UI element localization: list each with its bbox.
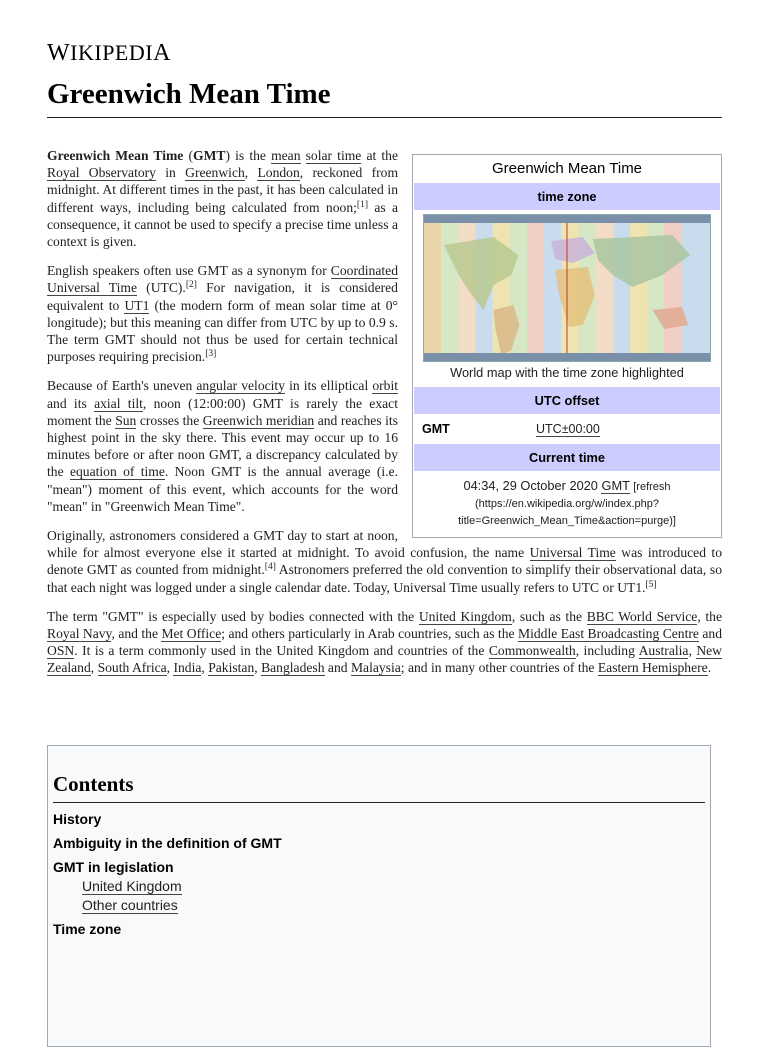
paragraph-usage: The term "GMT" is especially used by bodies connected with the United Kingdom, such as the BBC World Service, the Royal Navy, and the Met Office; and others particularly in Arab countries, such as the Middle East Broadcasting Centre and OSN. It is a term commonly used in the United Kingdom and countries of the Commonwealth, including Australia, New Zealand, South Africa, India, Pakistan, Bangladesh and Malaysia; and in many other countries of the Eastern Hemisphere. (47, 608, 723, 676)
link-bbc-world-service[interactable]: BBC World Service (586, 608, 698, 624)
ref-2[interactable]: [2] (185, 280, 197, 291)
world-map-icon (424, 215, 710, 361)
link-malaysia[interactable]: Malaysia (350, 660, 401, 676)
toc-subitem-other-countries[interactable] (82, 897, 178, 913)
link-sun[interactable]: Sun (115, 412, 137, 428)
toc-subitem-label: United Kingdom (82, 878, 182, 894)
link-india[interactable]: India (173, 660, 202, 676)
link-bangladesh[interactable]: Bangladesh (261, 660, 325, 676)
link-eastern-hemisphere[interactable]: Eastern Hemisphere (597, 660, 708, 676)
link-universal-time[interactable]: Universal Time (529, 545, 616, 561)
link-greenwich[interactable]: Greenwich (185, 165, 245, 181)
link-utc[interactable]: Coordinated Universal Time (47, 263, 398, 296)
infobox (412, 154, 722, 538)
wordmark-initial: W (47, 40, 71, 66)
paragraph-utc: English speakers often use GMT as a synonym for Coordinated Universal Time (UTC).[2] For navigation, it is considered equivalent to UT1 (the modern form of mean solar time at 0° longitude); but this meaning can differ from UTC by up to 0.9 s. The term GMT should not thus be used for certain technical purposes requiring precision.[3] (47, 263, 398, 365)
table-of-contents (47, 745, 711, 1047)
link-mean[interactable]: mean (271, 148, 301, 163)
link-commonwealth[interactable]: Commonwealth (488, 643, 576, 659)
infobox-current-time-header: Current time (414, 444, 720, 471)
link-london[interactable]: London (257, 165, 300, 181)
utc-offset-link[interactable]: UTC±00:00 (536, 421, 600, 436)
ref-3[interactable]: [3] (205, 349, 217, 360)
infobox-map-caption: World map with the time zone highlighted (450, 365, 684, 381)
link-met-office[interactable]: Met Office (161, 626, 222, 642)
link-new-zealand[interactable]: New Zealand (47, 643, 722, 676)
infobox-offset-label: GMT (422, 421, 450, 436)
infobox-offset-row (414, 414, 720, 444)
article-body (47, 147, 722, 689)
link-greenwich-meridian[interactable]: Greenwich meridian (202, 412, 315, 428)
ref-1[interactable]: [1] (356, 199, 368, 210)
link-axial-tilt[interactable]: axial tilt (94, 395, 143, 411)
timezone-map-image[interactable] (423, 214, 711, 362)
infobox-utc-offset-header: UTC offset (414, 387, 720, 414)
link-pakistan[interactable]: Pakistan (208, 660, 255, 676)
infobox-offset-value (528, 415, 720, 444)
gmt-link[interactable]: GMT (601, 478, 630, 494)
bold-term: Greenwich Mean Time (47, 148, 184, 163)
bold-abbrev: GMT (193, 148, 226, 163)
paragraph-orbit: Because of Earth's uneven angular velocity in its elliptical orbit and its axial tilt, noon (12:00:00) GMT is rarely the exact moment the Sun crosses the Greenwich meridian and reaches its highest point in the sky there. This event may occur up to 16 minutes before or after noon GMT, a discrepancy calculated by the equation of time. Noon GMT is the annual average (i.e. "mean") moment of this event, which accounts for the word "mean" in "Greenwich Mean Time". (47, 378, 399, 514)
refresh-link[interactable]: [refresh (https://en.wikipedia.org/w/index.php?title=Greenwich_Mean_Time&action=purge)] (458, 481, 676, 528)
link-angular-velocity[interactable]: angular velocity (196, 378, 286, 394)
infobox-title: Greenwich Mean Time (491, 160, 643, 177)
link-mebc[interactable]: Middle East Broadcasting Centre (517, 626, 699, 642)
toc-subitem-label: Other countries (82, 897, 178, 913)
link-solar-time[interactable]: solar time (305, 148, 362, 163)
link-ut1[interactable]: UT1 (124, 297, 150, 313)
paragraph-intro: Greenwich Mean Time (GMT) is the mean solar time at the Royal Observatory in Greenwich, London, reckoned from midnight. At different times in the past, it has been calculated in different ways, including being calculated from noon;[1] as a consequence, it cannot be used to specify a precise time unless a context is given. (47, 148, 399, 250)
toc-item-history[interactable]: History (53, 811, 102, 827)
wikipedia-wordmark[interactable] (47, 40, 171, 67)
toc-subitem-united-kingdom[interactable] (82, 878, 182, 894)
page-title: Greenwich Mean Time (47, 78, 722, 118)
ref-5[interactable]: [5] (645, 579, 657, 590)
paragraph-astronomers: Originally, astronomers considered a GMT day to start at noon, while for almost everyone else it started at midnight. To avoid confusion, the name Universal Time was introduced to denote GMT as counted from midnight.[4] Astronomers preferred the old convention to simplify their observational data, so that each night was logged under a single calendar date. Today, Universal Time usually refers to UTC or UT1.[5] (47, 528, 722, 595)
link-south-africa[interactable]: South Africa (97, 660, 167, 676)
link-orbit[interactable]: orbit (372, 378, 399, 394)
link-royal-navy[interactable]: Royal Navy (47, 626, 112, 642)
toc-title: Contents (53, 772, 705, 803)
link-osn[interactable]: OSN (47, 643, 75, 659)
current-time-text: 04:34, 29 October 2020 (463, 478, 598, 494)
infobox-subtitle: time zone (414, 183, 720, 210)
wordmark-final: A (153, 40, 171, 66)
link-equation-of-time[interactable]: equation of time (69, 464, 165, 480)
infobox-current-time (413, 471, 721, 537)
toc-item-time-zone[interactable]: Time zone (53, 921, 122, 937)
ref-4[interactable]: [4] (264, 562, 276, 573)
toc-item-ambiguity[interactable]: Ambiguity in the definition of GMT (53, 835, 282, 851)
link-united-kingdom[interactable]: United Kingdom (418, 608, 512, 624)
wordmark-rest: IKIPEDI (70, 40, 154, 65)
link-royal-observatory[interactable]: Royal Observatory (47, 165, 156, 181)
link-australia[interactable]: Australia (638, 643, 689, 659)
toc-item-legislation[interactable]: GMT in legislation (53, 859, 174, 875)
